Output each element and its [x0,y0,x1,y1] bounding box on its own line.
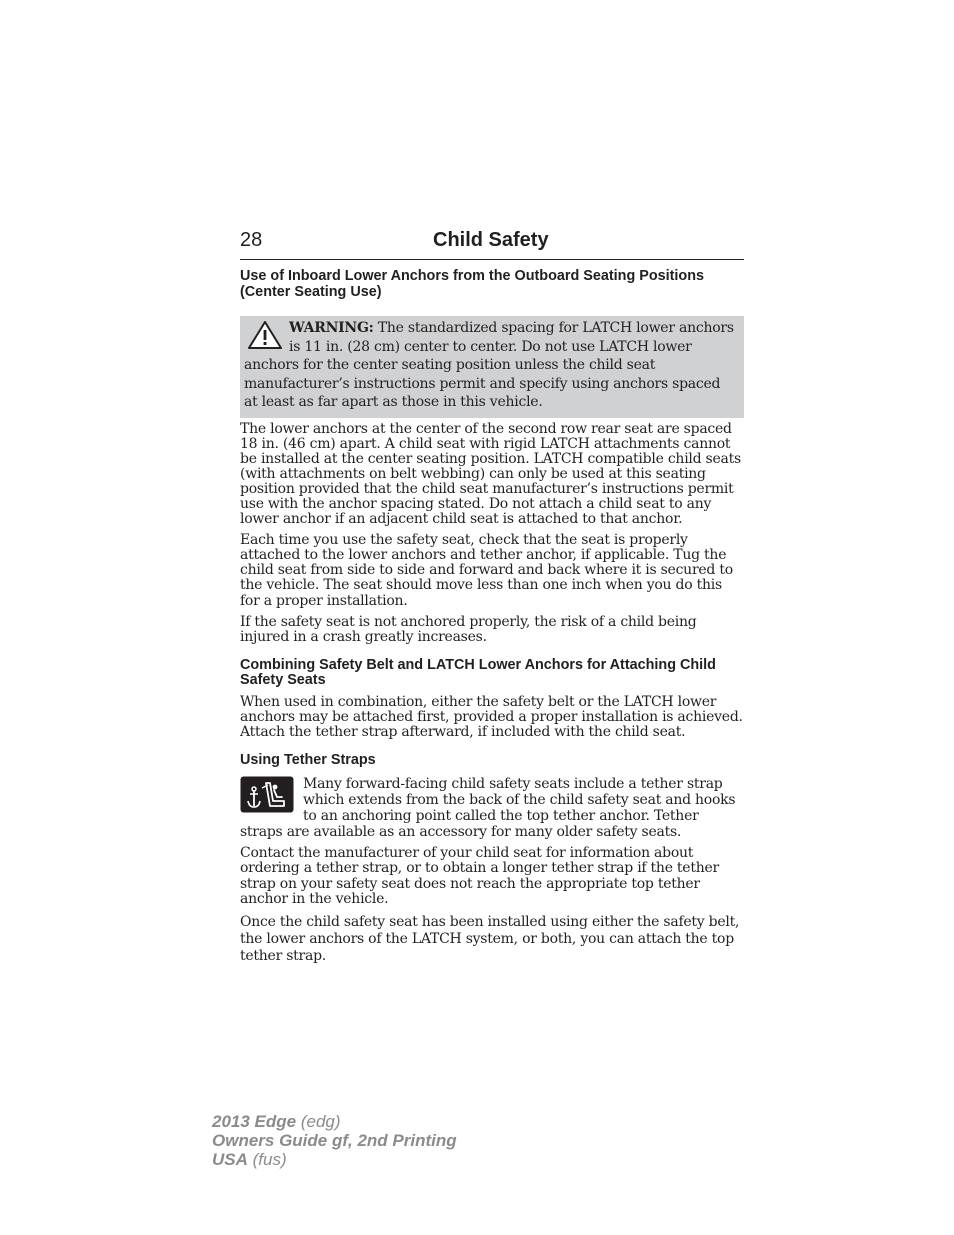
warning-box [240,316,744,418]
section-heading-inboard-anchors: Use of Inboard Lower Anchors from the Outboard Seating Positions (Center Seating Use) [240,268,704,300]
tether-intro-block [240,776,744,840]
paragraph-anchor-risk: If the safety seat is not anchored properly, the risk of a child being injured in a crash greatly increases. [240,613,697,645]
tether-anchor-icon [240,776,294,813]
footer-guide-line: Owners Guide gf, 2nd Printing [212,1131,457,1150]
footer-market-line: USA (fus) [212,1150,287,1169]
warning-triangle-icon [246,319,284,351]
section-heading-tether-straps: Using Tether Straps [240,752,376,769]
paragraph-lower-anchors-spacing: The lower anchors at the center of the second row rear seat are spaced 18 in. (46 cm) apart. A child seat with rigid LATCH attachments cannot be installed at the center seating position. LATCH compatible child seats (with attachments on belt webbing) can only be used at this seating position provided that the child seat manufacturer’s instructions permit use with the anchor spacing stated. Do not attach a child seat to any lower anchor if an adjacent child seat is attached to that anchor. [240,420,741,528]
page-content [240,228,744,965]
paragraph-contact-manufacturer: Contact the manufacturer of your child seat for information about ordering a tether strap, or to obtain a longer tether strap if the tether strap on your safety seat does not reach the appropriate top tether anchor in the vehicle. [240,844,719,908]
paragraph-tether-description: Many forward-facing child safety seats include a tether strap which extends from the back of the child safety seat and hooks to an anchoring point called the top tether anchor. Tether straps are available as an accessory for many older safety seats. [240,775,736,840]
chapter-title: Child Safety [433,229,549,251]
page-number: 28 [240,229,263,251]
warning-label: WARNING: [289,320,374,336]
footer-model-line: 2013 Edge (edg) [212,1112,341,1131]
paragraph-check-installation: Each time you use the safety seat, check that the seat is properly attached to the lower anchors and tether anchor, if applicable. Tug the child seat from side to side and forward and back where it is secured to the vehicle. The seat should move less than one inch when you do this for a proper installation. [240,532,733,609]
paragraph-attach-tether: Once the child safety seat has been installed using either the safety belt, the lower anchors of the LATCH system, or both, you can attach the top tether strap. [240,913,740,964]
page-footer [212,1112,457,1169]
page-header [240,228,744,260]
warning-text: The standardized spacing for LATCH lower anchors is 11 in. (28 cm) center to center. Do not use LATCH lower anchors for the center seating position unless the child seat manufacturer’s instructions permit and specify using anchors spaced at least as far apart as those in this vehicle. [244,320,734,410]
paragraph-combination-use: When used in combination, either the safety belt or the LATCH lower anchors may be attached first, provided a proper installation is achieved. Attach the tether strap afterward, if included with the child seat. [240,693,743,740]
section-heading-combining: Combining Safety Belt and LATCH Lower Anchors for Attaching Child Safety Seats [240,656,716,689]
